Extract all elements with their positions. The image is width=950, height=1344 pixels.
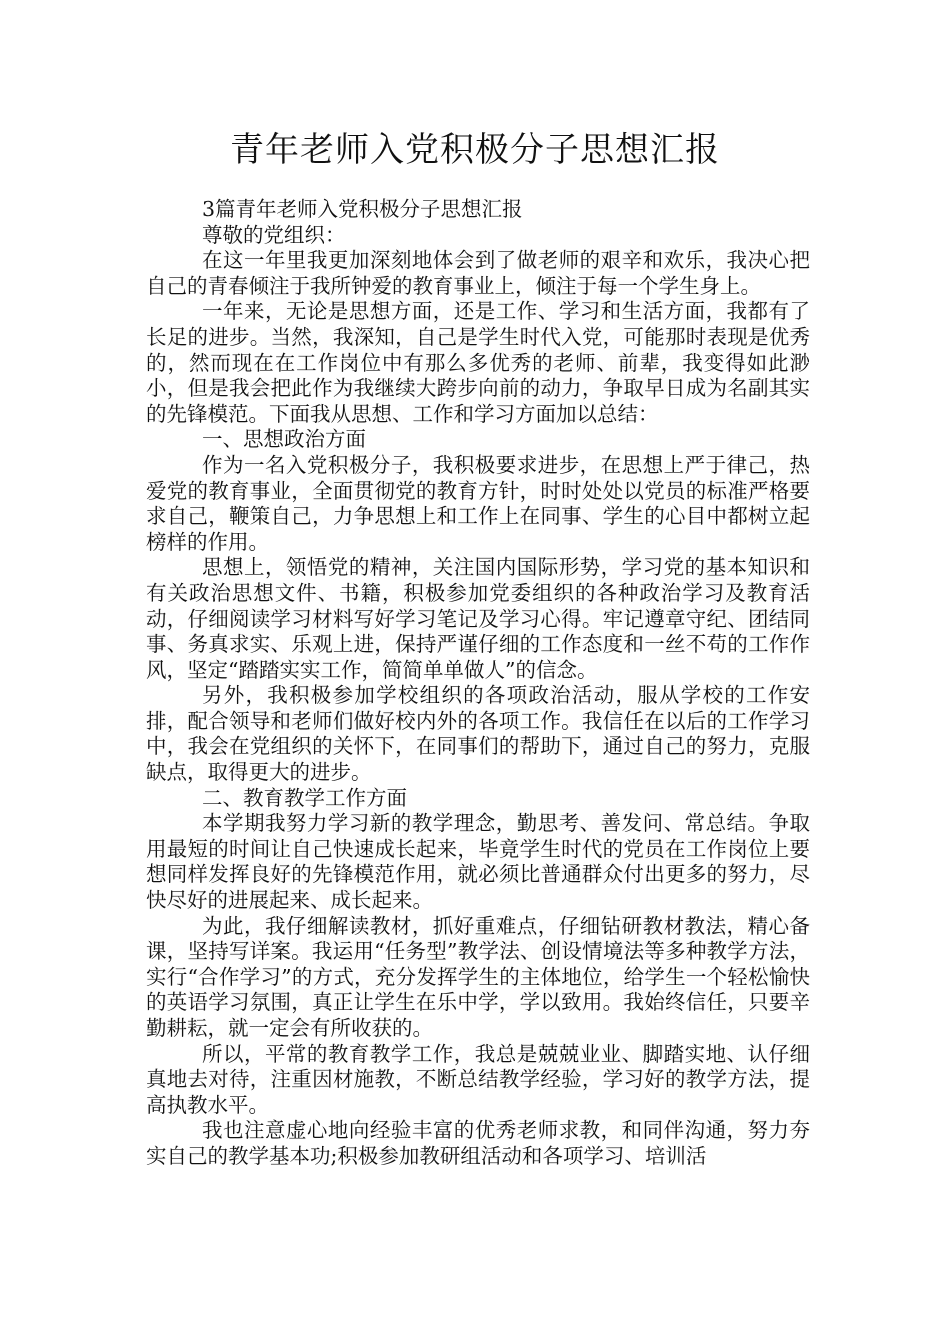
paragraph-salutation: 尊敬的党组织： bbox=[202, 222, 346, 247]
paragraph: 为此，我仔细解读教材，抓好重难点，仔细钻研教材教法，精心备课，坚持写详案。我运用“任务型”教学法、创设情境法等多种教学方法，实行“合作学习”的方式，充分发挥学生的主体地位，给学生一个轻松愉快的英语学习氛围，真正让学生在乐中学，学以致用。我始终信任，只要辛勤耕耘，就一定会有所收获的。 bbox=[146, 913, 810, 1040]
paragraph: 在这一年里我更加深刻地体会到了做老师的艰辛和欢乐，我决心把自己的青春倾注于我所钟爱的教育事业上，倾注于每一个学生身上。 bbox=[146, 248, 810, 298]
paragraph: 一年来，无论是思想方面，还是工作、学习和生活方面，我都有了长足的进步。当然，我深知，自己是学生时代入党，可能那时表现是优秀的，然而现在在工作岗位中有那么多优秀的老师、前辈，我变得如此渺小，但是我会把此作为我继续大跨步向前的动力，争取早日成为名副其实的先锋模范。下面我从思想、工作和学习方面加以总结： bbox=[146, 299, 810, 426]
section-heading: 一、思想政治方面 bbox=[202, 427, 366, 452]
document-title: 青年老师入党积极分子思想汇报 bbox=[230, 130, 720, 170]
paragraph: 我也注意虚心地向经验丰富的优秀老师求教，和同伴沟通，努力夯实自己的教学基本功;积极参加教研组活动和各项学习、培训活 bbox=[146, 1118, 810, 1168]
document-body bbox=[146, 197, 810, 1170]
paragraph: 作为一名入党积极分子，我积极要求进步，在思想上严于律己，热爱党的教育事业，全面贯彻党的教育方针，时时处处以党员的标准严格要求自己，鞭策自己，力争思想上和工作上在同事、学生的心目中都树立起榜样的作用。 bbox=[146, 452, 810, 554]
paragraph: 思想上，领悟党的精神，关注国内国际形势，学习党的基本知识和有关政治思想文件、书籍，积极参加党委组织的各种政治学习及教育活动，仔细阅读学习材料写好学习笔记及学习心得。牢记遵章守纪、团结同事、务真求实、乐观上进，保持严谨仔细的工作态度和一丝不苟的工作作风，坚定“踏踏实实工作，简简单单做人”的信念。 bbox=[146, 555, 810, 682]
paragraph-subtitle: 3篇青年老师入党积极分子思想汇报 bbox=[202, 197, 523, 221]
section-heading: 二、教育教学工作方面 bbox=[202, 785, 407, 810]
paragraph: 所以，平常的教育教学工作，我总是兢兢业业、脚踏实地、认仔细真地去对待，注重因材施教，不断总结教学经验，学习好的教学方法，提高执教水平。 bbox=[146, 1041, 810, 1117]
paragraph: 另外，我积极参加学校组织的各项政治活动，服从学校的工作安排，配合领导和老师们做好校内外的各项工作。我信任在以后的工作学习中，我会在党组织的关怀下，在同事们的帮助下，通过自己的努力，克服缺点，取得更大的进步。 bbox=[146, 683, 810, 785]
paragraph: 本学期我努力学习新的教学理念，勤思考、善发问、常总结。争取用最短的时间让自己快速成长起来，毕竟学生时代的党员在工作岗位上要想同样发挥良好的先锋模范作用，就必须比普通群众付出更多的努力，尽快尽好的进展起来、成长起来。 bbox=[146, 811, 810, 913]
